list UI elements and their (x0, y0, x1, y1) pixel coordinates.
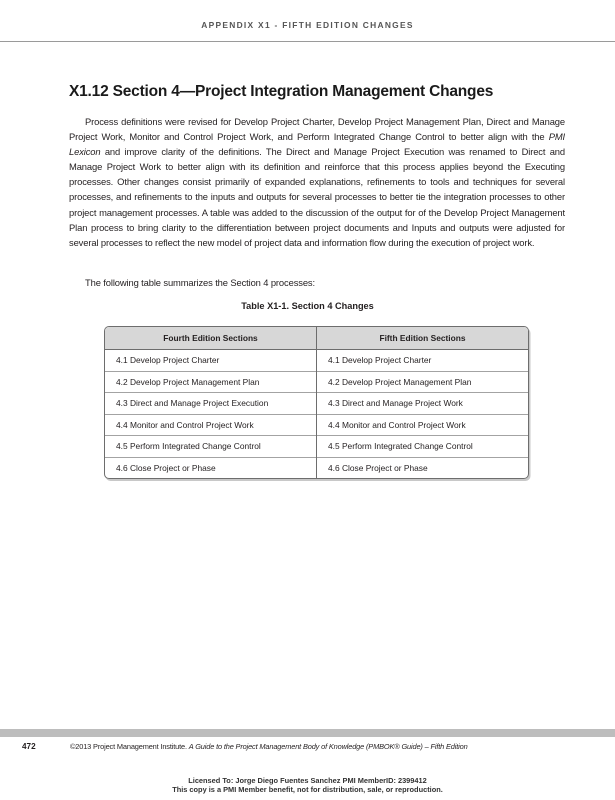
fifth-edition-cell: 4.6 Close Project or Phase (317, 457, 529, 478)
fourth-edition-cell: 4.5 Perform Integrated Change Control (105, 436, 317, 458)
table-lead-in: The following table summarizes the Section 4 processes: (85, 277, 315, 288)
table-row (105, 436, 528, 458)
fourth-edition-cell: 4.3 Direct and Manage Project Execution (105, 393, 317, 415)
table-row (105, 393, 528, 415)
column-header-fifth-edition: Fifth Edition Sections (317, 327, 529, 350)
table-row (105, 414, 528, 436)
fourth-edition-cell: 4.6 Close Project or Phase (105, 457, 317, 478)
table-row (105, 350, 528, 372)
fifth-edition-cell: 4.5 Perform Integrated Change Control (317, 436, 529, 458)
table-caption: Table X1-1. Section 4 Changes (241, 301, 374, 311)
fifth-edition-cell: 4.4 Monitor and Control Project Work (317, 414, 529, 436)
section-4-changes-table (104, 326, 529, 479)
guide-title: A Guide to the Project Management Body of Knowledge (PMBOK® Guide) – Fifth Edition (188, 742, 468, 751)
table-row (105, 457, 528, 478)
table-row (105, 371, 528, 393)
copyright-prefix: ©2013 Project Management Institute. (70, 742, 189, 751)
section-title: X1.12 Section 4—Project Integration Management Changes (69, 83, 494, 100)
license-line-2: This copy is a PMI Member benefit, not for distribution, sale, or reproduction. (172, 784, 443, 794)
body-paragraph (69, 114, 565, 250)
page-number: 472 (22, 742, 36, 751)
running-header: APPENDIX X1 - FIFTH EDITION CHANGES (0, 0, 615, 42)
fifth-edition-cell: 4.3 Direct and Manage Project Work (317, 393, 529, 415)
fourth-edition-cell: 4.4 Monitor and Control Project Work (105, 414, 317, 436)
fifth-edition-cell: 4.1 Develop Project Charter (317, 350, 529, 372)
paragraph-text-end: and improve clarity of the definitions. The Direct and Manage Project Execution was renamed to Direct and Manage Project Work to better align with its definition and reinforce that this process applies beyond the Executing processes. Other changes consist primarily of expanded explanations, refinements to tools and techniques for several processes, and refinements to the inputs and outputs for several processes to better tie the integration processes to other project management processes. A table was added to the discussion of the output for of the Develop Project Management Plan process to bring clarity to the differentiation between project documents and Inputs and outputs were adjusted for several processes to reflect the new model of project data and information flow during the execution of project work. (69, 146, 565, 248)
column-header-fourth-edition: Fourth Edition Sections (105, 327, 317, 350)
pmi-lexicon-reference: PMI Lexicon (69, 131, 565, 158)
footer-bar (0, 729, 615, 737)
license-line-1: Licensed To: Jorge Diego Fuentes Sanchez PMI MemberID: 2399412 (188, 776, 427, 785)
fourth-edition-cell: 4.2 Develop Project Management Plan (105, 371, 317, 393)
paragraph-text-start: Process definitions were revised for Develop Project Charter, Develop Project Management Plan, Direct and Manage Project Work, Monitor and Control Project Work, and Perform Integrated Change Control to better align with the (69, 116, 565, 143)
table-header-row (105, 327, 528, 350)
copyright-line (70, 742, 468, 751)
license-notice (0, 777, 615, 794)
fourth-edition-cell: 4.1 Develop Project Charter (116, 355, 220, 366)
fifth-edition-cell: 4.2 Develop Project Management Plan (317, 371, 529, 393)
